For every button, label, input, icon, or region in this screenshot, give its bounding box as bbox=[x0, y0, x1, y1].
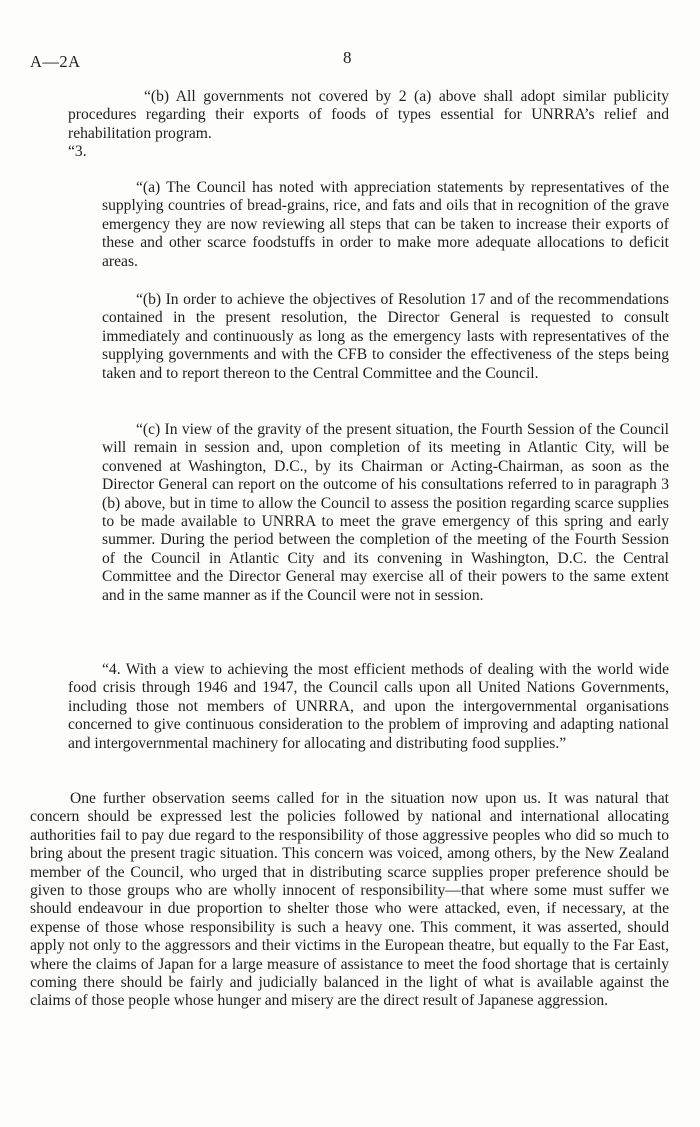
paragraph-3b: “(b) In order to achieve the objectives of Resolution 17 and of the recommendations contained in the present resolution, the Director General is requested to consult immediately and continuously as long as the emergency lasts with representatives of the supplying governments and with the CFB to consider the effectiveness of the steps being taken and to report thereon to the Central Committee and the Council. bbox=[102, 291, 669, 382]
paragraph-3a: “(a) The Council has noted with appreciation statements by representatives of the supplying countries of bread-grains, rice, and fats and oils that in recognition of the grave emergency they are now reviewing all steps that can be taken to increase their exports of these and other scarce foodstuffs in order to make more adequate allocations to deficit areas. bbox=[102, 179, 669, 270]
page-number: 8 bbox=[343, 48, 352, 67]
paragraph-observation: One further observation seems called for in the situation now upon us. It was natural that concern should be expressed lest the policies followed by national and international allocating authorities fail to pay due regard to the responsibility of those aggressive peoples who did so much to bring about the present tragic situation. This concern was voiced, among others, by the New Zealand member of the Council, who urged that in distributing scarce supplies proper preference should be given to those groups who are wholly innocent of responsibility—that where some must suffer we should endeavour in due proportion to shelter those who were attacked, even, if necessary, at the expense of those whose responsibility is such a heavy one. This comment, it was asserted, should apply not only to the aggressors and their victims in the European theatre, but equally to the Far East, where the claims of Japan for a large measure of assistance to meet the food shortage that is certainly coming there should be fairly and judicially balanced in the light of what is available against the claims of those people whose hunger and misery are the direct result of Japanese aggression. bbox=[30, 790, 669, 1010]
paragraph-4: “4. With a view to achieving the most efficient methods of dealing with the world wide food crisis through 1946 and 1947, the Council calls upon all United Nations Governments, including those not members of UNRRA, and upon the intergovernmental organisations concerned to give continuous consideration to the problem of improving and adapting national and intergovernmental machinery for allocating and distributing food supplies.” bbox=[68, 661, 669, 752]
paragraph-2b: “(b) All governments not covered by 2 (a) above shall adopt similar publicity procedures regarding their exports of foods of types essential for UNRRA’s relief and rehabilitation program. bbox=[68, 88, 669, 142]
document-reference: A—2A bbox=[30, 52, 81, 71]
paragraph-3c: “(c) In view of the gravity of the present situation, the Fourth Session of the Council will remain in session and, upon completion of its meeting in Atlantic City, will be convened at Washington, D.C., by its Chairman or Acting-Chairman, as soon as the Director General can report on the outcome of his consultations referred to in paragraph 3 (b) above, but in time to allow the Council to assess the position regarding scarce supplies to be made available to UNRRA to meet the grave emergency of this spring and early summer. During the period between the completion of the meeting of the Fourth Session of the Council in Atlantic City and its convening in Washington, D.C. the Central Committee and the Director General may exercise all of their powers to the same extent and in the same manner as if the Council were not in session. bbox=[102, 421, 669, 604]
paragraph-3-heading: “3. bbox=[68, 143, 87, 160]
